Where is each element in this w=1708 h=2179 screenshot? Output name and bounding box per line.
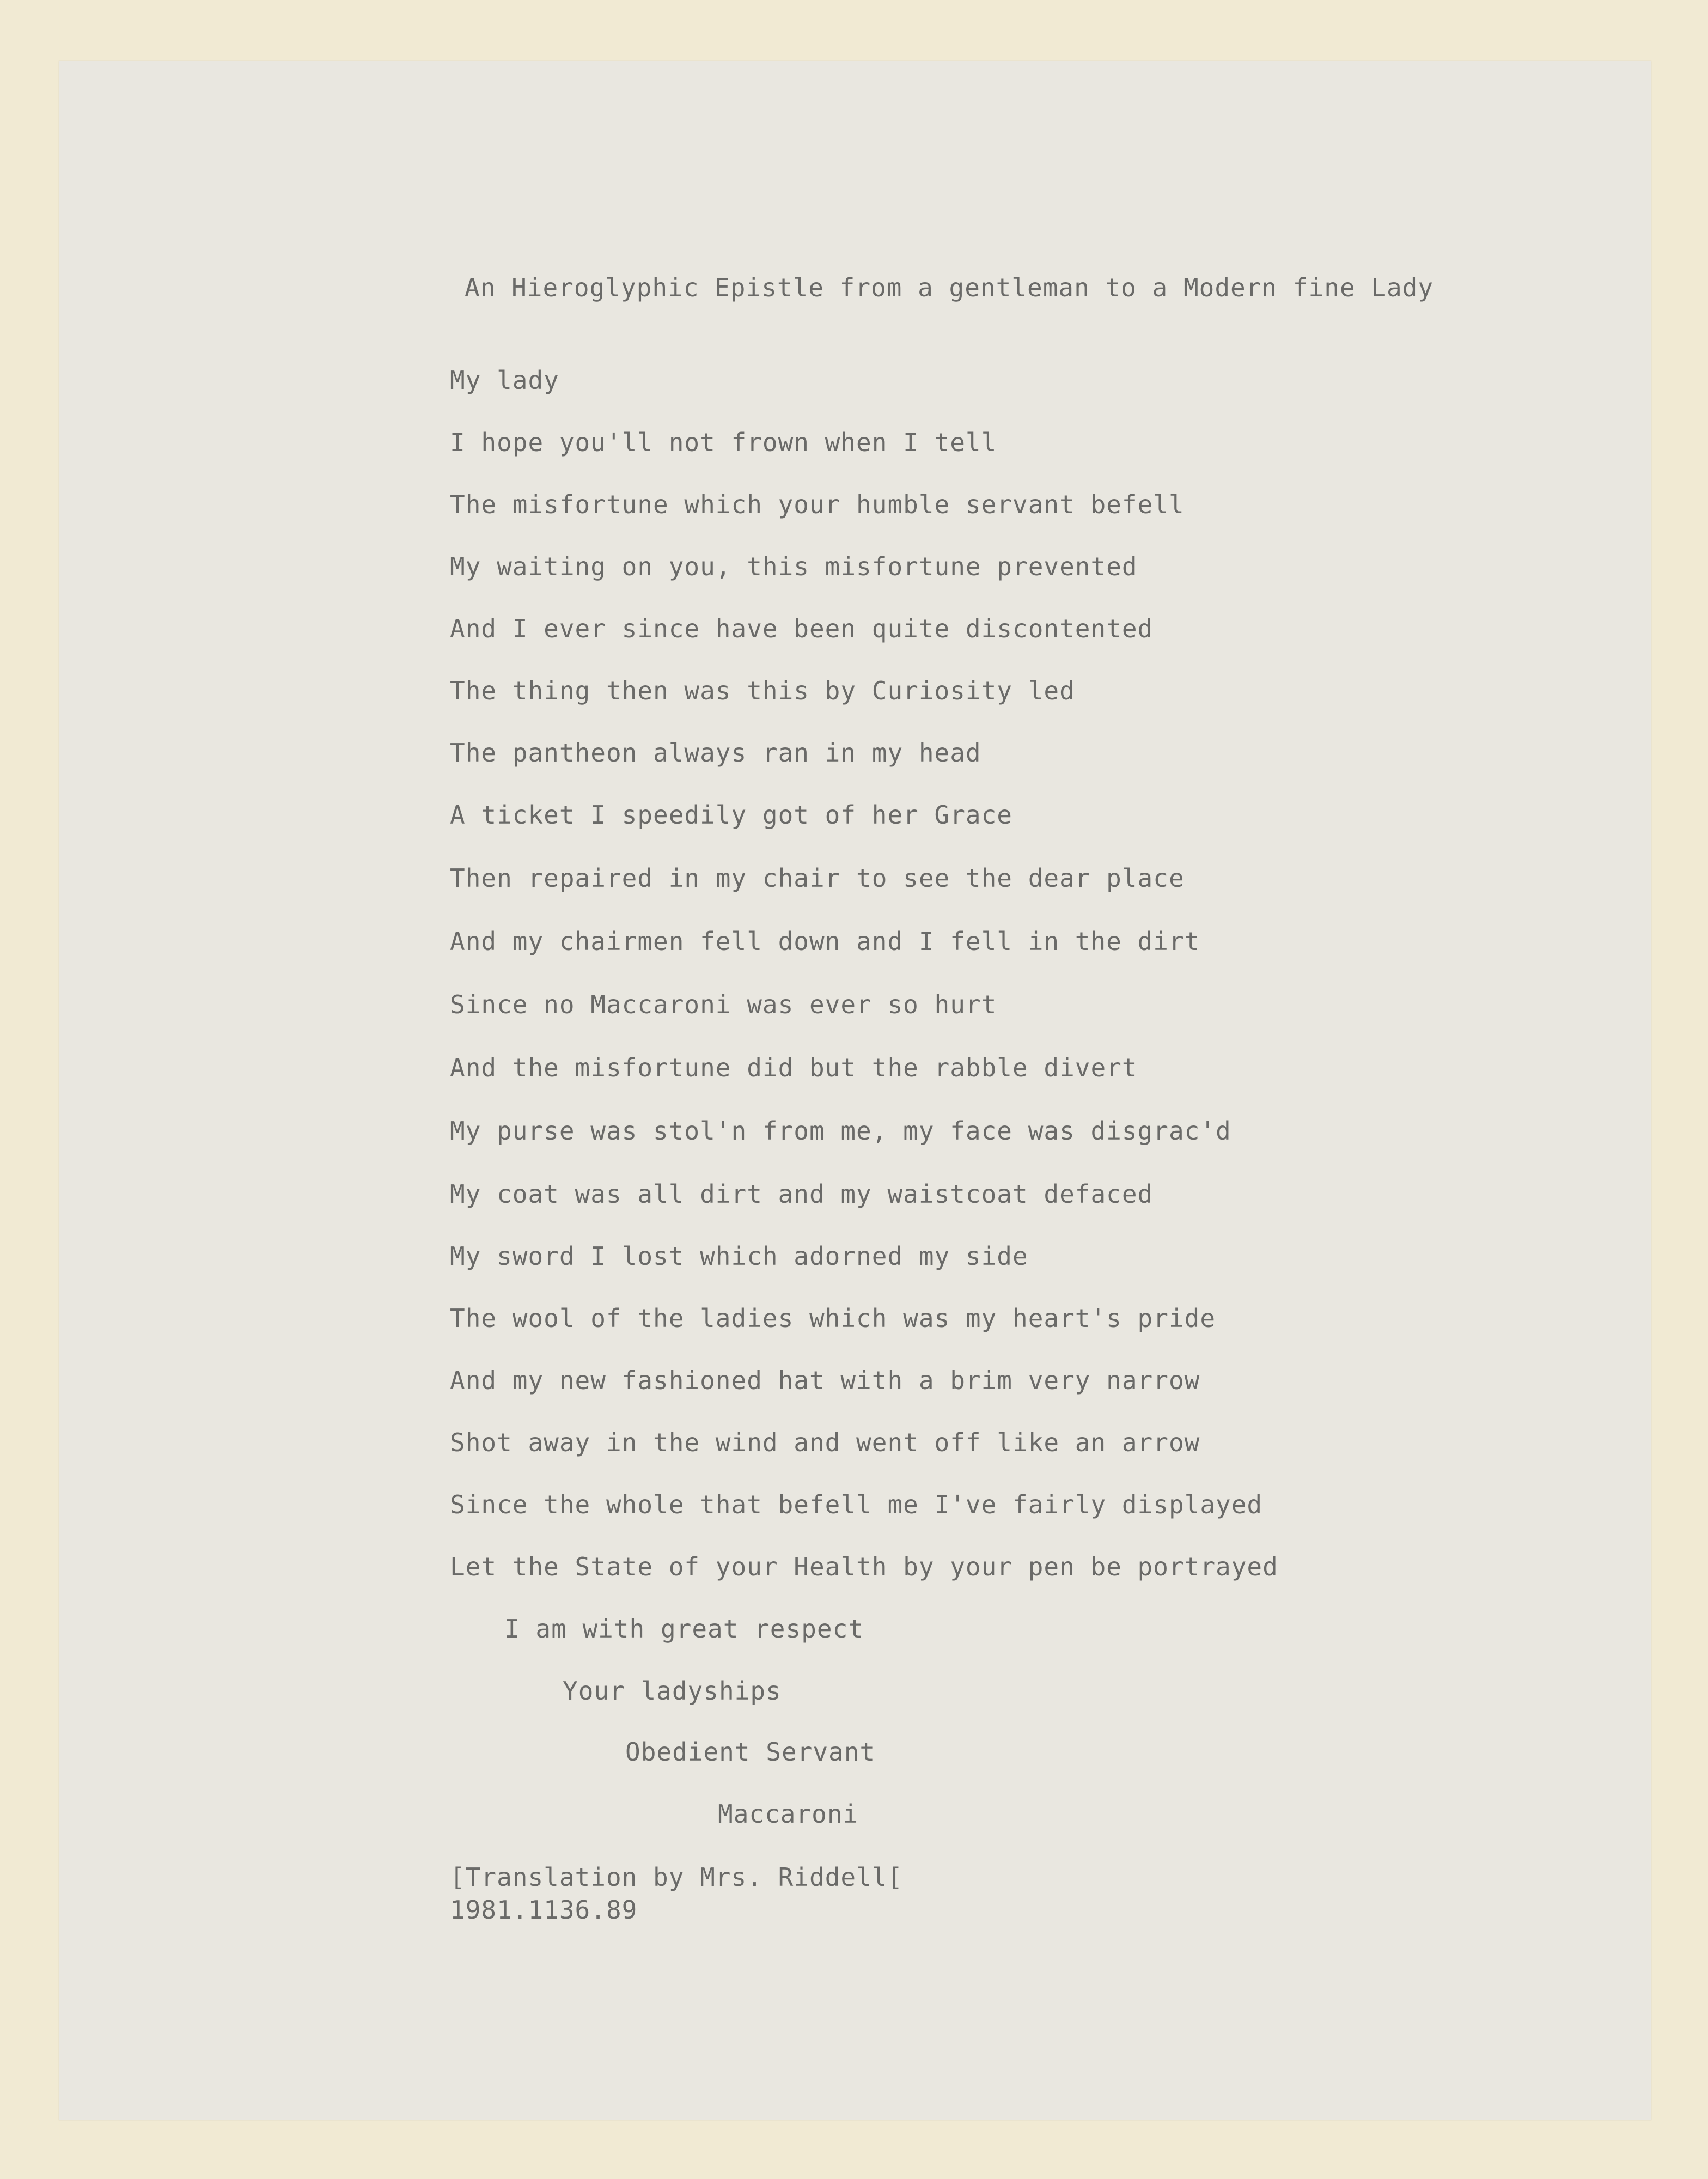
salutation: My lady bbox=[450, 366, 559, 395]
poem-line: The thing then was this by Curiosity led bbox=[450, 676, 1075, 705]
accession-number: 1981.1136.89 bbox=[450, 1895, 638, 1925]
poem-line: Since the whole that befell me I've fairly displayed bbox=[450, 1490, 1263, 1519]
poem-line: And the misfortune did but the rabble divert bbox=[450, 1053, 1138, 1082]
poem-line: My waiting on you, this misfortune prevented bbox=[450, 552, 1138, 581]
poem-line: Let the State of your Health by your pen be portrayed bbox=[450, 1552, 1278, 1581]
poem-line: Since no Maccaroni was ever so hurt bbox=[450, 990, 997, 1019]
poem-line: My sword I lost which adorned my side bbox=[450, 1241, 1028, 1271]
closing-respect: I am with great respect bbox=[504, 1614, 864, 1644]
poem-line: And I ever since have been quite discontented bbox=[450, 614, 1154, 643]
poem-line: The misfortune which your humble servant befell bbox=[450, 490, 1185, 519]
paper-sheet bbox=[59, 61, 1651, 2120]
closing-servant: Obedient Servant bbox=[625, 1737, 876, 1767]
closing-ladyships: Your ladyships bbox=[563, 1676, 782, 1706]
poem-line: The pantheon always ran in my head bbox=[450, 738, 981, 768]
translation-note: [Translation by Mrs. Riddell[ bbox=[450, 1863, 904, 1892]
epistle-title: An Hieroglyphic Epistle from a gentleman to a Modern fine Lady bbox=[465, 273, 1434, 302]
poem-line: Then repaired in my chair to see the dear place bbox=[450, 863, 1185, 893]
poem-line: And my chairmen fell down and I fell in the dirt bbox=[450, 927, 1200, 956]
poem-line: The wool of the ladies which was my heart's pride bbox=[450, 1304, 1216, 1333]
poem-line: My coat was all dirt and my waistcoat defaced bbox=[450, 1179, 1154, 1209]
signature: Maccaroni bbox=[718, 1799, 859, 1829]
poem-line: My purse was stol'n from me, my face was disgrac'd bbox=[450, 1116, 1231, 1146]
poem-line: And my new fashioned hat with a brim very narrow bbox=[450, 1366, 1200, 1395]
poem-line: I hope you'll not frown when I tell bbox=[450, 428, 997, 457]
poem-line: Shot away in the wind and went off like an arrow bbox=[450, 1428, 1200, 1457]
poem-line: A ticket I speedily got of her Grace bbox=[450, 800, 1012, 830]
